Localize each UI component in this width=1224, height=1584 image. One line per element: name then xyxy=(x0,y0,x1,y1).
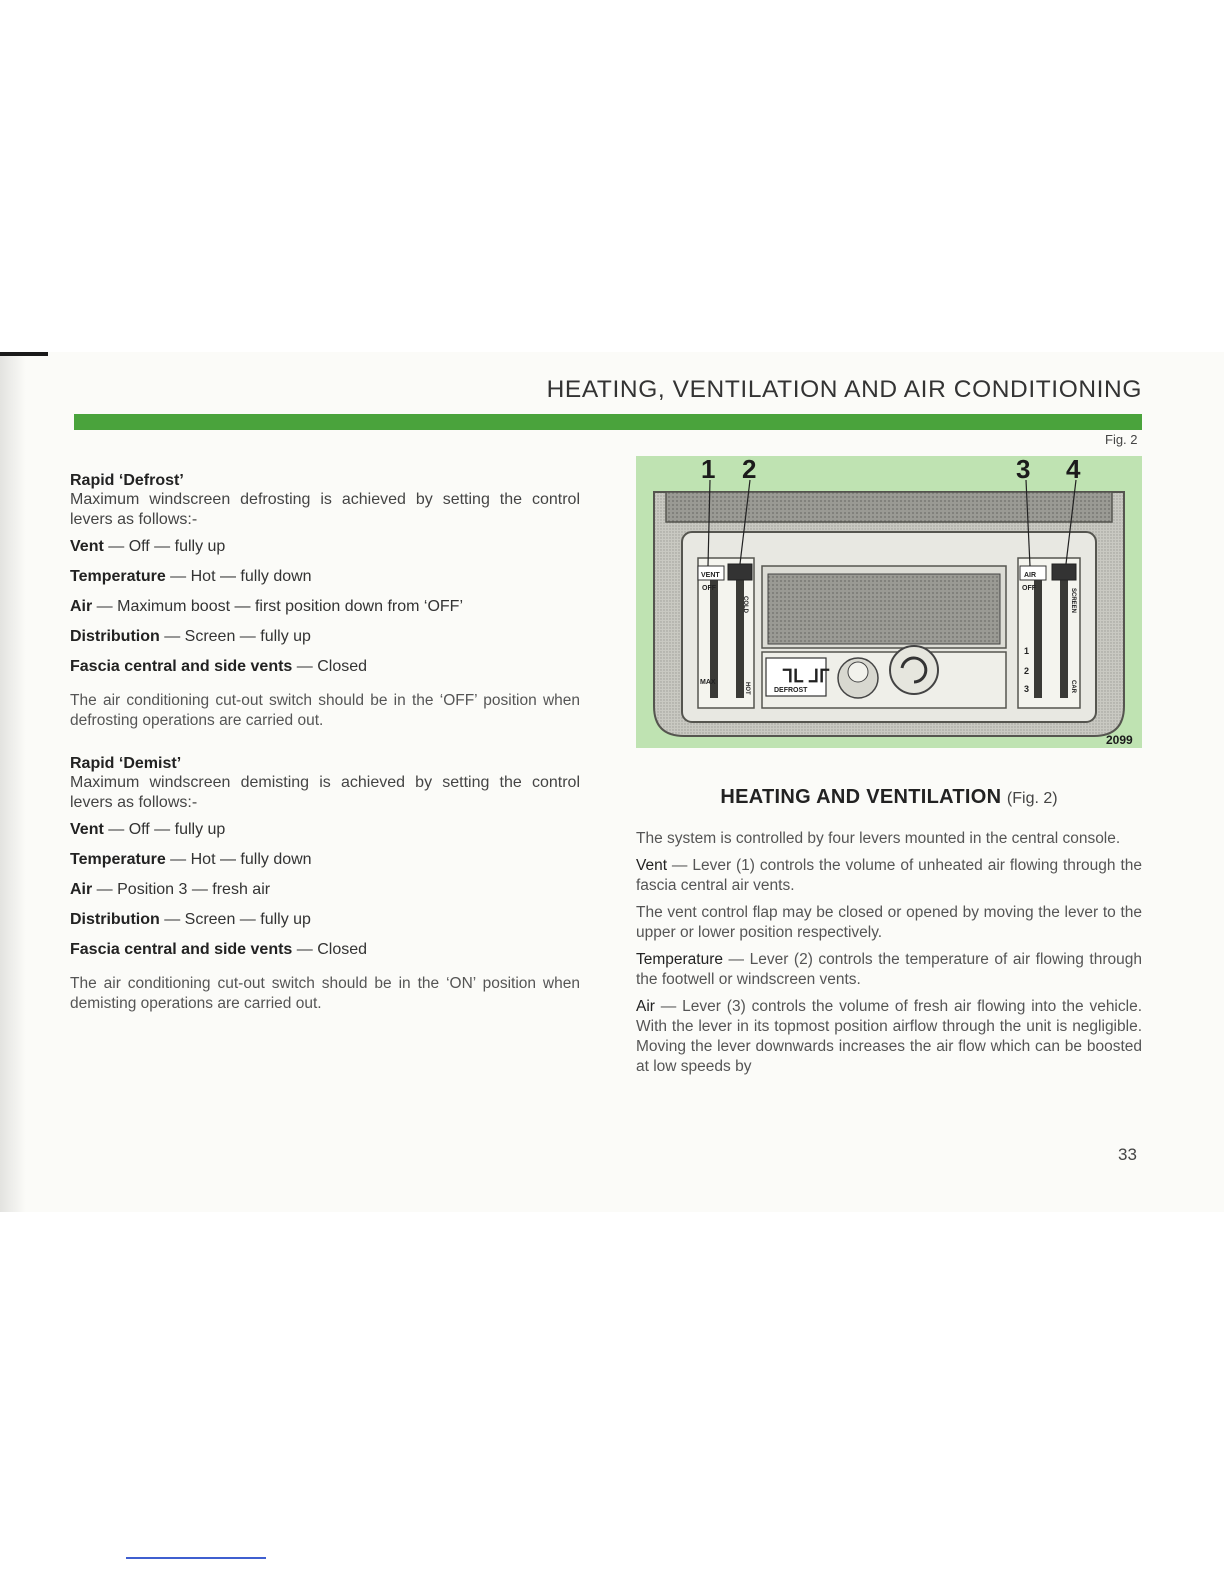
page-binding-shadow xyxy=(0,352,26,1212)
setting-value: — Hot — fully down xyxy=(165,568,312,585)
paragraph-text: — Lever (1) controls the volume of unheated air flowing through the fascia central air vents. xyxy=(636,857,1142,894)
callout-1: 1 xyxy=(701,456,716,484)
paragraph-label: Temperature xyxy=(636,951,724,968)
center-display xyxy=(768,574,1000,644)
defrost-symbol: ᒣᒪ ᒧᒥ xyxy=(782,666,830,686)
left-column xyxy=(70,472,580,1014)
label-pos-2: 2 xyxy=(1024,666,1030,676)
heater-control-figure xyxy=(636,456,1142,748)
heating-ventilation-heading xyxy=(636,786,1142,809)
setting-label: Air xyxy=(70,598,93,615)
setting-value: — Closed xyxy=(292,941,368,958)
rapid-demist-intro: Maximum windscreen demisting is achieved by setting the control levers as follows:- xyxy=(70,774,580,811)
defrost-setting-temperature xyxy=(70,567,580,587)
demist-setting-temperature xyxy=(70,850,580,870)
figure-label: Fig. 2 xyxy=(1105,432,1138,447)
label-vent: VENT xyxy=(701,572,720,579)
setting-value: — Closed xyxy=(292,658,368,675)
setting-label: Air xyxy=(70,881,93,898)
heater-control-illustration xyxy=(636,456,1142,748)
hv-intro: The system is controlled by four levers mounted in the central console. xyxy=(636,830,1121,847)
paragraph-text: — Lever (3) controls the volume of fresh air flowing into the vehicle. With the lever in its topmost position airflow through the unit is negligible. Moving the lever downwards increases the air flow which can be boosted at low speeds by xyxy=(636,998,1142,1075)
label-hot: HOT xyxy=(744,682,750,695)
setting-label: Temperature xyxy=(70,568,166,585)
demist-setting-distribution xyxy=(70,910,580,930)
setting-label: Distribution xyxy=(70,628,160,645)
header-green-rule xyxy=(74,414,1142,430)
defrost-setting-fascia xyxy=(70,657,580,677)
label-max: MAX xyxy=(700,679,716,686)
lever-slot-4 xyxy=(1060,568,1068,698)
fan-knob xyxy=(890,646,938,694)
label-air: AIR xyxy=(1024,572,1037,579)
demist-setting-vent xyxy=(70,820,580,840)
temperature-knob xyxy=(728,564,752,580)
setting-value: — Screen — fully up xyxy=(159,911,311,928)
setting-value: — Off — fully up xyxy=(103,538,226,555)
label-pos-3: 3 xyxy=(1024,684,1030,694)
setting-label: Temperature xyxy=(70,851,166,868)
defrost-setting-distribution xyxy=(70,627,580,647)
rapid-defrost-title: Rapid ‘Defrost’ xyxy=(70,472,184,489)
figure-id: 2099 xyxy=(1106,733,1133,747)
right-column xyxy=(636,786,1142,1084)
defrost-setting-vent xyxy=(70,537,580,557)
rapid-demist-title: Rapid ‘Demist’ xyxy=(70,755,182,772)
bottom-link-underline[interactable] xyxy=(126,1557,266,1559)
setting-value: — Screen — fully up xyxy=(159,628,311,645)
setting-value: — Maximum boost — first position down from ‘OFF’ xyxy=(92,598,463,615)
manual-page xyxy=(0,352,1224,1212)
hv-flap-paragraph xyxy=(636,903,1142,943)
label-off-left: OFF xyxy=(702,585,716,592)
paragraph-label: Vent xyxy=(636,857,668,874)
paragraph-text: — Lever (2) controls the temperature of air flowing through the footwell or windscreen vents. xyxy=(636,951,1142,988)
setting-label: Distribution xyxy=(70,911,160,928)
console-top-vent xyxy=(666,492,1112,522)
setting-label: Fascia central and side vents xyxy=(70,658,293,675)
paragraph-text: The vent control flap may be closed or opened by moving the lever to the upper or lower position respectively. xyxy=(636,904,1142,941)
rapid-defrost-note: The air conditioning cut-out switch should be in the ‘OFF’ position when defrosting operations are carried out. xyxy=(70,692,580,729)
setting-label: Vent xyxy=(70,538,104,555)
rapid-defrost-intro: Maximum windscreen defrosting is achieved by setting the control levers as follows:- xyxy=(70,491,580,528)
setting-value: — Off — fully up xyxy=(103,821,226,838)
distribution-knob xyxy=(1052,564,1076,580)
label-cold: COLD xyxy=(742,596,748,613)
setting-label: Fascia central and side vents xyxy=(70,941,293,958)
section-gap xyxy=(70,731,580,755)
rapid-demist-note: The air conditioning cut-out switch should be in the ‘ON’ position when demisting operations are carried out. xyxy=(70,975,580,1012)
setting-value: — Hot — fully down xyxy=(165,851,312,868)
callout-3: 3 xyxy=(1016,456,1031,484)
callout-2: 2 xyxy=(742,456,757,484)
page-number: 33 xyxy=(1118,1145,1137,1164)
demist-setting-fascia xyxy=(70,940,580,960)
heading-figure-ref: (Fig. 2) xyxy=(1006,790,1058,807)
section-header-title: HEATING, VENTILATION AND AIR CONDITIONING xyxy=(546,376,1142,403)
label-off-right: OFF xyxy=(1022,585,1036,592)
label-pos-1: 1 xyxy=(1024,646,1030,656)
page-edge-mark xyxy=(0,352,48,356)
hv-vent-paragraph xyxy=(636,856,1142,896)
cutout-knob-inner xyxy=(848,662,868,682)
label-car: CAR xyxy=(1070,680,1076,693)
heading-main: HEATING AND VENTILATION xyxy=(720,786,1002,808)
label-defrost: DEFROST xyxy=(774,687,808,694)
demist-setting-air xyxy=(70,880,580,900)
hv-air-paragraph xyxy=(636,997,1142,1077)
label-screen: SCREEN xyxy=(1070,588,1076,614)
hv-temperature-paragraph xyxy=(636,950,1142,990)
setting-label: Vent xyxy=(70,821,104,838)
callout-4: 4 xyxy=(1066,456,1081,484)
lever-slot-2 xyxy=(736,568,744,698)
paragraph-label: Air xyxy=(636,998,655,1015)
defrost-setting-air xyxy=(70,597,580,617)
setting-value: — Position 3 — fresh air xyxy=(92,881,271,898)
